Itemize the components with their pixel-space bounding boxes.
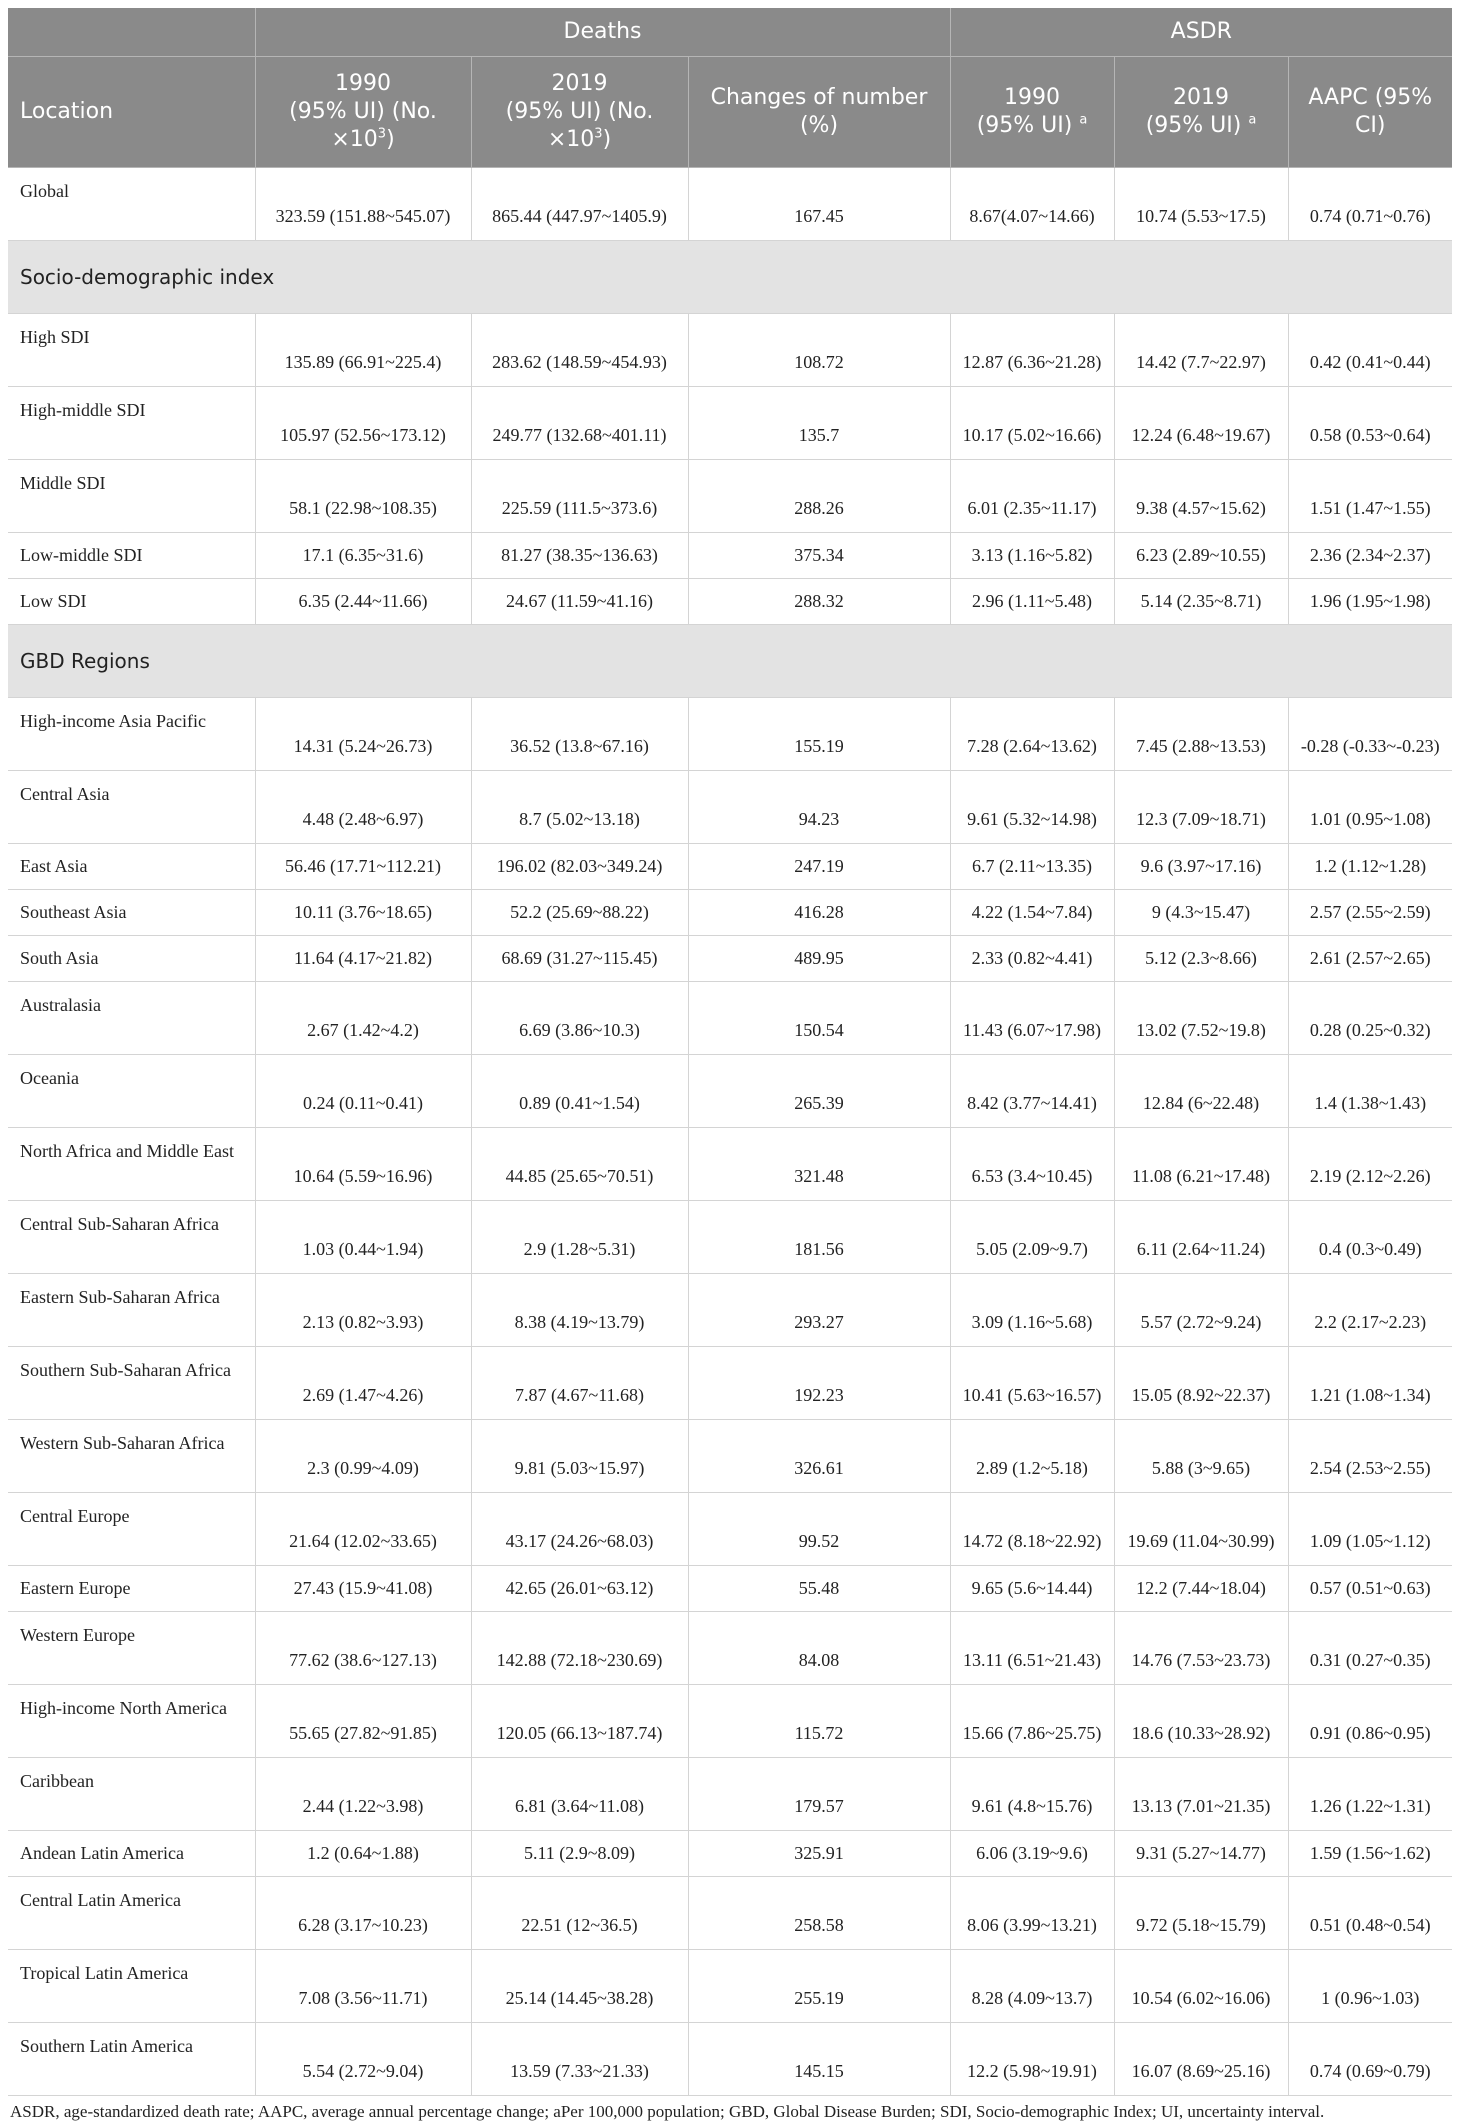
table-container bbox=[8, 8, 1452, 2122]
table-header bbox=[8, 8, 1452, 168]
asdr-2019-cell: 12.2 (7.44~18.04) bbox=[1114, 1566, 1288, 1612]
section-row bbox=[8, 625, 1452, 698]
deaths-2019-cell: 196.02 (82.03~349.24) bbox=[471, 844, 688, 890]
deaths-2019-cell: 2.9 (1.28~5.31) bbox=[471, 1201, 688, 1274]
aapc-cell: -0.28 (-0.33~-0.23) bbox=[1288, 698, 1452, 771]
table-row bbox=[8, 1274, 1452, 1347]
table-footnote: ASDR, age-standardized death rate; AAPC, average annual percentage change; aPer 100,000 population; GBD, Global Disease Burden; SDI, Socio-demographic Index; UI, uncertainty interval. bbox=[10, 2102, 1325, 2121]
aapc-cell: 1.59 (1.56~1.62) bbox=[1288, 1831, 1452, 1877]
asdr-2019-cell: 12.84 (6~22.48) bbox=[1114, 1055, 1288, 1128]
location-cell: Australasia bbox=[8, 982, 255, 1055]
deaths-1990-cell: 4.48 (2.48~6.97) bbox=[255, 771, 471, 844]
aapc-cell: 0.31 (0.27~0.35) bbox=[1288, 1612, 1452, 1685]
asdr-1990-cell: 8.42 (3.77~14.41) bbox=[950, 1055, 1114, 1128]
asdr-2019-cell: 5.57 (2.72~9.24) bbox=[1114, 1274, 1288, 1347]
table-row bbox=[8, 936, 1452, 982]
aapc-cell: 0.57 (0.51~0.63) bbox=[1288, 1566, 1452, 1612]
change-cell: 258.58 bbox=[688, 1877, 950, 1950]
asdr-2019-cell: 19.69 (11.04~30.99) bbox=[1114, 1493, 1288, 1566]
deaths-2019-cell: 0.89 (0.41~1.54) bbox=[471, 1055, 688, 1128]
asdr-1990-cell: 3.09 (1.16~5.68) bbox=[950, 1274, 1114, 1347]
change-cell: 321.48 bbox=[688, 1128, 950, 1201]
table-row bbox=[8, 771, 1452, 844]
asdr-1990-cell: 6.06 (3.19~9.6) bbox=[950, 1831, 1114, 1877]
deaths-1990-cell: 323.59 (151.88~545.07) bbox=[255, 168, 471, 241]
section-title: GBD Regions bbox=[8, 625, 1452, 698]
change-cell: 155.19 bbox=[688, 698, 950, 771]
deaths-1990-cell: 11.64 (4.17~21.82) bbox=[255, 936, 471, 982]
header-asdr-2019 bbox=[1114, 57, 1288, 168]
header-asdr-1990-ui: (95% UI) bbox=[976, 113, 1080, 138]
location-cell: South Asia bbox=[8, 936, 255, 982]
header-deaths-2019-year: 2019 bbox=[551, 71, 608, 96]
location-cell: Central Asia bbox=[8, 771, 255, 844]
table-row bbox=[8, 698, 1452, 771]
location-cell: High-middle SDI bbox=[8, 387, 255, 460]
change-cell: 265.39 bbox=[688, 1055, 950, 1128]
asdr-1990-cell: 9.65 (5.6~14.44) bbox=[950, 1566, 1114, 1612]
location-cell: High-income North America bbox=[8, 1685, 255, 1758]
asdr-1990-cell: 10.41 (5.63~16.57) bbox=[950, 1347, 1114, 1420]
asdr-2019-cell: 18.6 (10.33~28.92) bbox=[1114, 1685, 1288, 1758]
asdr-1990-cell: 14.72 (8.18~22.92) bbox=[950, 1493, 1114, 1566]
asdr-1990-cell: 6.01 (2.35~11.17) bbox=[950, 460, 1114, 533]
deaths-1990-cell: 2.13 (0.82~3.93) bbox=[255, 1274, 471, 1347]
header-deaths-2019-ui: (95% UI) (No. bbox=[505, 99, 654, 124]
deaths-1990-cell: 6.28 (3.17~10.23) bbox=[255, 1877, 471, 1950]
asdr-1990-cell: 3.13 (1.16~5.82) bbox=[950, 533, 1114, 579]
asdr-1990-cell: 9.61 (4.8~15.76) bbox=[950, 1758, 1114, 1831]
table-row bbox=[8, 1201, 1452, 1274]
aapc-cell: 2.54 (2.53~2.55) bbox=[1288, 1420, 1452, 1493]
header-deaths-2019 bbox=[471, 57, 688, 168]
header-columns-row bbox=[8, 57, 1452, 168]
asdr-2019-cell: 12.3 (7.09~18.71) bbox=[1114, 771, 1288, 844]
location-cell: Central Latin America bbox=[8, 1877, 255, 1950]
change-cell: 84.08 bbox=[688, 1612, 950, 1685]
deaths-1990-cell: 10.64 (5.59~16.96) bbox=[255, 1128, 471, 1201]
deaths-1990-cell: 135.89 (66.91~225.4) bbox=[255, 314, 471, 387]
data-table bbox=[8, 8, 1452, 2096]
asdr-2019-cell: 14.76 (7.53~23.73) bbox=[1114, 1612, 1288, 1685]
location-cell: North Africa and Middle East bbox=[8, 1128, 255, 1201]
header-deaths-1990-unit: ×10 bbox=[331, 127, 378, 152]
deaths-2019-cell: 120.05 (66.13~187.74) bbox=[471, 1685, 688, 1758]
asdr-2019-cell: 5.12 (2.3~8.66) bbox=[1114, 936, 1288, 982]
header-blank-cell bbox=[8, 8, 255, 57]
location-cell: High-income Asia Pacific bbox=[8, 698, 255, 771]
change-cell: 99.52 bbox=[688, 1493, 950, 1566]
header-asdr-2019-year: 2019 bbox=[1173, 85, 1230, 110]
aapc-cell: 0.58 (0.53~0.64) bbox=[1288, 387, 1452, 460]
deaths-1990-cell: 10.11 (3.76~18.65) bbox=[255, 890, 471, 936]
change-cell: 293.27 bbox=[688, 1274, 950, 1347]
aapc-cell: 0.74 (0.69~0.79) bbox=[1288, 2023, 1452, 2096]
change-cell: 247.19 bbox=[688, 844, 950, 890]
deaths-2019-cell: 81.27 (38.35~136.63) bbox=[471, 533, 688, 579]
deaths-2019-cell: 25.14 (14.45~38.28) bbox=[471, 1950, 688, 2023]
table-row bbox=[8, 1566, 1452, 1612]
header-aapc bbox=[1288, 57, 1452, 168]
deaths-1990-cell: 0.24 (0.11~0.41) bbox=[255, 1055, 471, 1128]
change-cell: 145.15 bbox=[688, 2023, 950, 2096]
deaths-1990-cell: 2.44 (1.22~3.98) bbox=[255, 1758, 471, 1831]
header-asdr-2019-ui: (95% UI) bbox=[1145, 113, 1249, 138]
table-row bbox=[8, 1877, 1452, 1950]
asdr-2019-cell: 10.54 (6.02~16.06) bbox=[1114, 1950, 1288, 2023]
asdr-1990-cell: 15.66 (7.86~25.75) bbox=[950, 1685, 1114, 1758]
deaths-2019-cell: 283.62 (148.59~454.93) bbox=[471, 314, 688, 387]
table-row bbox=[8, 1831, 1452, 1877]
table-row bbox=[8, 1055, 1452, 1128]
header-group-asdr: ASDR bbox=[950, 8, 1452, 57]
asdr-2019-cell: 10.74 (5.53~17.5) bbox=[1114, 168, 1288, 241]
aapc-cell: 0.51 (0.48~0.54) bbox=[1288, 1877, 1452, 1950]
header-deaths-2019-close: ) bbox=[602, 127, 612, 152]
asdr-1990-cell: 2.33 (0.82~4.41) bbox=[950, 936, 1114, 982]
asdr-1990-cell: 13.11 (6.51~21.43) bbox=[950, 1612, 1114, 1685]
header-aapc-line2: CI) bbox=[1355, 113, 1386, 138]
aapc-cell: 2.2 (2.17~2.23) bbox=[1288, 1274, 1452, 1347]
aapc-cell: 2.61 (2.57~2.65) bbox=[1288, 936, 1452, 982]
deaths-1990-cell: 6.35 (2.44~11.66) bbox=[255, 579, 471, 625]
aapc-cell: 1.96 (1.95~1.98) bbox=[1288, 579, 1452, 625]
location-cell: Middle SDI bbox=[8, 460, 255, 533]
header-deaths-2019-sup: 3 bbox=[594, 126, 603, 142]
asdr-1990-cell: 2.89 (1.2~5.18) bbox=[950, 1420, 1114, 1493]
change-cell: 115.72 bbox=[688, 1685, 950, 1758]
deaths-1990-cell: 2.3 (0.99~4.09) bbox=[255, 1420, 471, 1493]
asdr-2019-cell: 13.13 (7.01~21.35) bbox=[1114, 1758, 1288, 1831]
asdr-1990-cell: 12.2 (5.98~19.91) bbox=[950, 2023, 1114, 2096]
location-cell: Global bbox=[8, 168, 255, 241]
asdr-1990-cell: 7.28 (2.64~13.62) bbox=[950, 698, 1114, 771]
asdr-1990-cell: 8.67(4.07~14.66) bbox=[950, 168, 1114, 241]
aapc-cell: 0.42 (0.41~0.44) bbox=[1288, 314, 1452, 387]
asdr-1990-cell: 8.06 (3.99~13.21) bbox=[950, 1877, 1114, 1950]
table-row bbox=[8, 1950, 1452, 2023]
header-group-row bbox=[8, 8, 1452, 57]
header-asdr-2019-sup: a bbox=[1248, 112, 1257, 128]
asdr-1990-cell: 6.53 (3.4~10.45) bbox=[950, 1128, 1114, 1201]
asdr-1990-cell: 10.17 (5.02~16.66) bbox=[950, 387, 1114, 460]
asdr-2019-cell: 9.72 (5.18~15.79) bbox=[1114, 1877, 1288, 1950]
asdr-2019-cell: 14.42 (7.7~22.97) bbox=[1114, 314, 1288, 387]
location-cell: Southern Latin America bbox=[8, 2023, 255, 2096]
change-cell: 326.61 bbox=[688, 1420, 950, 1493]
deaths-1990-cell: 2.67 (1.42~4.2) bbox=[255, 982, 471, 1055]
header-change-line2: (%) bbox=[799, 113, 839, 138]
asdr-2019-cell: 16.07 (8.69~25.16) bbox=[1114, 2023, 1288, 2096]
deaths-1990-cell: 2.69 (1.47~4.26) bbox=[255, 1347, 471, 1420]
location-cell: Western Sub-Saharan Africa bbox=[8, 1420, 255, 1493]
asdr-1990-cell: 9.61 (5.32~14.98) bbox=[950, 771, 1114, 844]
change-cell: 416.28 bbox=[688, 890, 950, 936]
deaths-2019-cell: 9.81 (5.03~15.97) bbox=[471, 1420, 688, 1493]
asdr-2019-cell: 11.08 (6.21~17.48) bbox=[1114, 1128, 1288, 1201]
change-cell: 179.57 bbox=[688, 1758, 950, 1831]
deaths-2019-cell: 13.59 (7.33~21.33) bbox=[471, 2023, 688, 2096]
aapc-cell: 1.01 (0.95~1.08) bbox=[1288, 771, 1452, 844]
deaths-2019-cell: 24.67 (11.59~41.16) bbox=[471, 579, 688, 625]
table-row bbox=[8, 1612, 1452, 1685]
deaths-2019-cell: 865.44 (447.97~1405.9) bbox=[471, 168, 688, 241]
location-cell: Eastern Europe bbox=[8, 1566, 255, 1612]
header-deaths-1990-close: ) bbox=[386, 127, 395, 152]
table-row bbox=[8, 1420, 1452, 1493]
table-row bbox=[8, 1758, 1452, 1831]
header-aapc-line1: AAPC (95% bbox=[1308, 85, 1433, 110]
deaths-2019-cell: 68.69 (31.27~115.45) bbox=[471, 936, 688, 982]
asdr-2019-cell: 13.02 (7.52~19.8) bbox=[1114, 982, 1288, 1055]
location-cell: Central Europe bbox=[8, 1493, 255, 1566]
asdr-1990-cell: 11.43 (6.07~17.98) bbox=[950, 982, 1114, 1055]
section-title: Socio-demographic index bbox=[8, 241, 1452, 314]
header-deaths-1990-year: 1990 bbox=[335, 71, 391, 96]
header-change bbox=[688, 57, 950, 168]
aapc-cell: 1.2 (1.12~1.28) bbox=[1288, 844, 1452, 890]
asdr-2019-cell: 6.11 (2.64~11.24) bbox=[1114, 1201, 1288, 1274]
asdr-2019-cell: 9.6 (3.97~17.16) bbox=[1114, 844, 1288, 890]
aapc-cell: 1.4 (1.38~1.43) bbox=[1288, 1055, 1452, 1128]
asdr-2019-cell: 6.23 (2.89~10.55) bbox=[1114, 533, 1288, 579]
header-asdr-1990-year: 1990 bbox=[1004, 85, 1061, 110]
asdr-1990-cell: 4.22 (1.54~7.84) bbox=[950, 890, 1114, 936]
change-cell: 167.45 bbox=[688, 168, 950, 241]
header-location: Location bbox=[8, 57, 255, 168]
deaths-1990-cell: 56.46 (17.71~112.21) bbox=[255, 844, 471, 890]
table-row bbox=[8, 314, 1452, 387]
deaths-2019-cell: 6.69 (3.86~10.3) bbox=[471, 982, 688, 1055]
asdr-2019-cell: 15.05 (8.92~22.37) bbox=[1114, 1347, 1288, 1420]
asdr-1990-cell: 8.28 (4.09~13.7) bbox=[950, 1950, 1114, 2023]
header-group-deaths: Deaths bbox=[255, 8, 950, 57]
header-asdr-1990-sup: a bbox=[1079, 112, 1088, 128]
header-deaths-1990-ui: (95% UI) (No. bbox=[289, 99, 437, 124]
table-body bbox=[8, 168, 1452, 2096]
deaths-2019-cell: 8.38 (4.19~13.79) bbox=[471, 1274, 688, 1347]
location-cell: Eastern Sub-Saharan Africa bbox=[8, 1274, 255, 1347]
location-cell: Low SDI bbox=[8, 579, 255, 625]
location-cell: High SDI bbox=[8, 314, 255, 387]
asdr-1990-cell: 2.96 (1.11~5.48) bbox=[950, 579, 1114, 625]
aapc-cell: 2.19 (2.12~2.26) bbox=[1288, 1128, 1452, 1201]
deaths-1990-cell: 1.2 (0.64~1.88) bbox=[255, 1831, 471, 1877]
change-cell: 288.26 bbox=[688, 460, 950, 533]
location-cell: Caribbean bbox=[8, 1758, 255, 1831]
deaths-2019-cell: 225.59 (111.5~373.6) bbox=[471, 460, 688, 533]
asdr-2019-cell: 5.14 (2.35~8.71) bbox=[1114, 579, 1288, 625]
table-row bbox=[8, 1685, 1452, 1758]
table-row bbox=[8, 1128, 1452, 1201]
aapc-cell: 1 (0.96~1.03) bbox=[1288, 1950, 1452, 2023]
location-cell: Tropical Latin America bbox=[8, 1950, 255, 2023]
deaths-2019-cell: 142.88 (72.18~230.69) bbox=[471, 1612, 688, 1685]
table-row bbox=[8, 168, 1452, 241]
deaths-1990-cell: 17.1 (6.35~31.6) bbox=[255, 533, 471, 579]
aapc-cell: 1.09 (1.05~1.12) bbox=[1288, 1493, 1452, 1566]
deaths-2019-cell: 7.87 (4.67~11.68) bbox=[471, 1347, 688, 1420]
change-cell: 192.23 bbox=[688, 1347, 950, 1420]
asdr-1990-cell: 12.87 (6.36~21.28) bbox=[950, 314, 1114, 387]
deaths-1990-cell: 105.97 (52.56~173.12) bbox=[255, 387, 471, 460]
deaths-2019-cell: 52.2 (25.69~88.22) bbox=[471, 890, 688, 936]
table-row bbox=[8, 1347, 1452, 1420]
change-cell: 325.91 bbox=[688, 1831, 950, 1877]
deaths-1990-cell: 5.54 (2.72~9.04) bbox=[255, 2023, 471, 2096]
aapc-cell: 2.36 (2.34~2.37) bbox=[1288, 533, 1452, 579]
header-change-line1: Changes of number bbox=[710, 85, 928, 110]
location-cell: East Asia bbox=[8, 844, 255, 890]
location-cell: Central Sub-Saharan Africa bbox=[8, 1201, 255, 1274]
asdr-1990-cell: 6.7 (2.11~13.35) bbox=[950, 844, 1114, 890]
header-deaths-1990 bbox=[255, 57, 471, 168]
asdr-2019-cell: 7.45 (2.88~13.53) bbox=[1114, 698, 1288, 771]
change-cell: 108.72 bbox=[688, 314, 950, 387]
aapc-cell: 0.91 (0.86~0.95) bbox=[1288, 1685, 1452, 1758]
asdr-2019-cell: 12.24 (6.48~19.67) bbox=[1114, 387, 1288, 460]
deaths-1990-cell: 27.43 (15.9~41.08) bbox=[255, 1566, 471, 1612]
deaths-2019-cell: 44.85 (25.65~70.51) bbox=[471, 1128, 688, 1201]
table-row bbox=[8, 533, 1452, 579]
change-cell: 288.32 bbox=[688, 579, 950, 625]
change-cell: 181.56 bbox=[688, 1201, 950, 1274]
asdr-2019-cell: 9 (4.3~15.47) bbox=[1114, 890, 1288, 936]
change-cell: 489.95 bbox=[688, 936, 950, 982]
asdr-2019-cell: 9.31 (5.27~14.77) bbox=[1114, 1831, 1288, 1877]
deaths-2019-cell: 6.81 (3.64~11.08) bbox=[471, 1758, 688, 1831]
aapc-cell: 0.4 (0.3~0.49) bbox=[1288, 1201, 1452, 1274]
change-cell: 150.54 bbox=[688, 982, 950, 1055]
asdr-2019-cell: 5.88 (3~9.65) bbox=[1114, 1420, 1288, 1493]
change-cell: 375.34 bbox=[688, 533, 950, 579]
deaths-1990-cell: 55.65 (27.82~91.85) bbox=[255, 1685, 471, 1758]
aapc-cell: 1.51 (1.47~1.55) bbox=[1288, 460, 1452, 533]
deaths-1990-cell: 77.62 (38.6~127.13) bbox=[255, 1612, 471, 1685]
deaths-1990-cell: 14.31 (5.24~26.73) bbox=[255, 698, 471, 771]
deaths-2019-cell: 43.17 (24.26~68.03) bbox=[471, 1493, 688, 1566]
table-row bbox=[8, 460, 1452, 533]
change-cell: 135.7 bbox=[688, 387, 950, 460]
table-row bbox=[8, 890, 1452, 936]
header-deaths-1990-sup: 3 bbox=[377, 126, 387, 142]
location-cell: Southeast Asia bbox=[8, 890, 255, 936]
deaths-2019-cell: 42.65 (26.01~63.12) bbox=[471, 1566, 688, 1612]
aapc-cell: 1.21 (1.08~1.34) bbox=[1288, 1347, 1452, 1420]
change-cell: 255.19 bbox=[688, 1950, 950, 2023]
aapc-cell: 1.26 (1.22~1.31) bbox=[1288, 1758, 1452, 1831]
section-row bbox=[8, 241, 1452, 314]
change-cell: 55.48 bbox=[688, 1566, 950, 1612]
asdr-2019-cell: 9.38 (4.57~15.62) bbox=[1114, 460, 1288, 533]
deaths-2019-cell: 249.77 (132.68~401.11) bbox=[471, 387, 688, 460]
location-cell: Southern Sub-Saharan Africa bbox=[8, 1347, 255, 1420]
deaths-2019-cell: 5.11 (2.9~8.09) bbox=[471, 1831, 688, 1877]
table-row bbox=[8, 844, 1452, 890]
deaths-2019-cell: 8.7 (5.02~13.18) bbox=[471, 771, 688, 844]
deaths-1990-cell: 21.64 (12.02~33.65) bbox=[255, 1493, 471, 1566]
location-cell: Andean Latin America bbox=[8, 1831, 255, 1877]
deaths-1990-cell: 7.08 (3.56~11.71) bbox=[255, 1950, 471, 2023]
table-row bbox=[8, 579, 1452, 625]
deaths-2019-cell: 36.52 (13.8~67.16) bbox=[471, 698, 688, 771]
table-row bbox=[8, 387, 1452, 460]
location-cell: Low-middle SDI bbox=[8, 533, 255, 579]
table-row bbox=[8, 982, 1452, 1055]
aapc-cell: 2.57 (2.55~2.59) bbox=[1288, 890, 1452, 936]
deaths-2019-cell: 22.51 (12~36.5) bbox=[471, 1877, 688, 1950]
location-cell: Western Europe bbox=[8, 1612, 255, 1685]
header-asdr-1990 bbox=[950, 57, 1114, 168]
table-row bbox=[8, 1493, 1452, 1566]
aapc-cell: 0.28 (0.25~0.32) bbox=[1288, 982, 1452, 1055]
deaths-1990-cell: 58.1 (22.98~108.35) bbox=[255, 460, 471, 533]
asdr-1990-cell: 5.05 (2.09~9.7) bbox=[950, 1201, 1114, 1274]
table-row bbox=[8, 2023, 1452, 2096]
deaths-1990-cell: 1.03 (0.44~1.94) bbox=[255, 1201, 471, 1274]
aapc-cell: 0.74 (0.71~0.76) bbox=[1288, 168, 1452, 241]
change-cell: 94.23 bbox=[688, 771, 950, 844]
location-cell: Oceania bbox=[8, 1055, 255, 1128]
header-deaths-2019-unit: ×10 bbox=[547, 127, 595, 152]
